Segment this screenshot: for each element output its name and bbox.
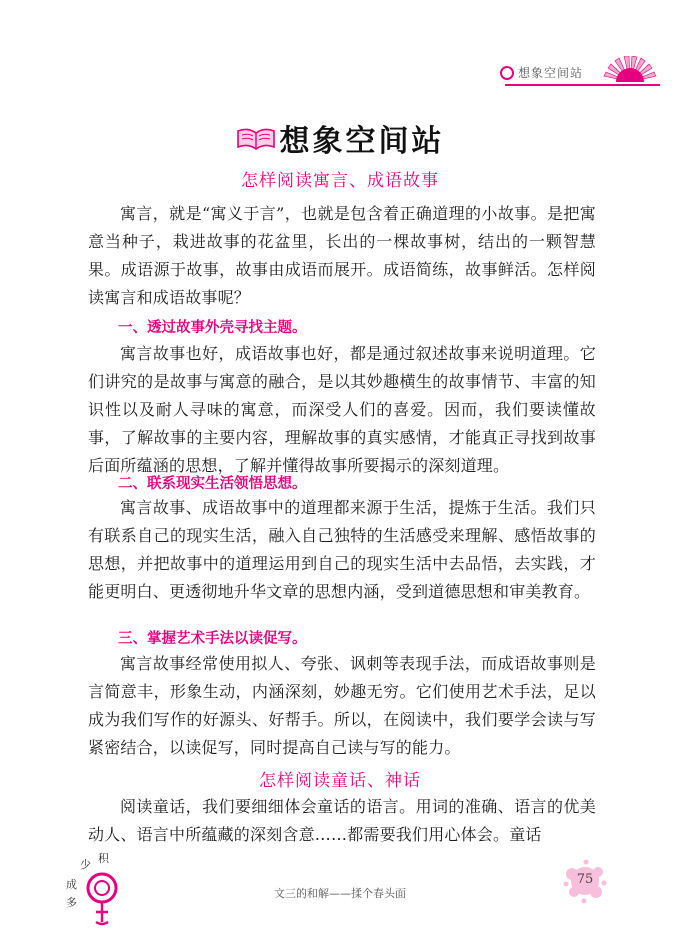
point-paragraph-3: 寓言故事经常使用拟人、夸张、讽刺等表现手法，而成语故事则是言简意丰，形象生动，内涵深刻，妙趣无穷。它们使用艺术手法，足以成为我们写作的好源头、好帮手。所以，在阅读中，我们要学会读与写紧密结合，以读促写，同时提高自己读与写的能力。	[88, 654, 596, 757]
point-paragraph-1: 寓言故事也好，成语故事也好，都是通过叙述故事来说明道理。它们讲究的是故事与寓意的融合，是以其妙趣横生的故事情节、丰富的知识性以及耐人寻味的寓意，而深受人们的喜爱。因而，我们要读懂故事，了解故事的主要内容，理解故事的真实感情，才能真正寻找到故事后面所蕴涵的思想，了解并懂得故事所要揭示的深刻道理。	[88, 344, 596, 475]
intro-paragraph: 寓言，就是“寓义于言”，也就是包含着正确道理的小故事。是把寓意当种子，栽进故事的花盆里，长出的一棵故事树，结出的一颗智慧果。成语源于故事，故事由成语而展开。成语简练，故事鲜活。怎样阅读寓言和成语故事呢？	[88, 204, 596, 307]
point-heading-1: 一、透过故事外壳寻找主题。	[118, 320, 307, 336]
header-tag-text: 想象空间站	[518, 66, 584, 80]
title-block	[0, 118, 680, 158]
point-heading-2: 二、联系现实生活领悟思想。	[118, 476, 307, 492]
footer-logo: 少 积 成 多	[66, 852, 136, 932]
section-heading-fables: 怎样阅读寓言、成语故事	[241, 171, 439, 191]
page-title: 想象空间站	[279, 124, 445, 159]
header-divider	[505, 84, 660, 86]
circle-icon	[500, 66, 514, 80]
page-number: 75	[576, 872, 594, 887]
sunburst-icon	[602, 56, 658, 82]
section-heading-fairytales: 怎样阅读童话、神话	[259, 771, 421, 791]
point-heading-3: 三、掌握艺术手法以读促写。	[118, 631, 307, 647]
book-icon	[236, 125, 276, 151]
footer-text: 文三的和解——揉个春头面	[274, 887, 406, 900]
fairytale-paragraph: 阅读童话，我们要细细体会童话的语言。用词的准确、语言的优美动人、语言中所蕴藏的深刻含意……都需要我们用心体会。童话	[88, 797, 596, 844]
header-tag	[500, 62, 660, 92]
page-number-badge	[560, 856, 610, 906]
point-paragraph-2: 寓言故事、成语故事中的道理都来源于生活，提炼于生活。我们只有联系自己的现实生活，融入自己独特的生活感受来理解、感悟故事的思想，并把故事中的道理运用到自己的现实生活中去品悟，去实践，才能更明白、更透彻地升华文章的思想内涵，受到道德思想和审美教育。	[88, 498, 596, 601]
